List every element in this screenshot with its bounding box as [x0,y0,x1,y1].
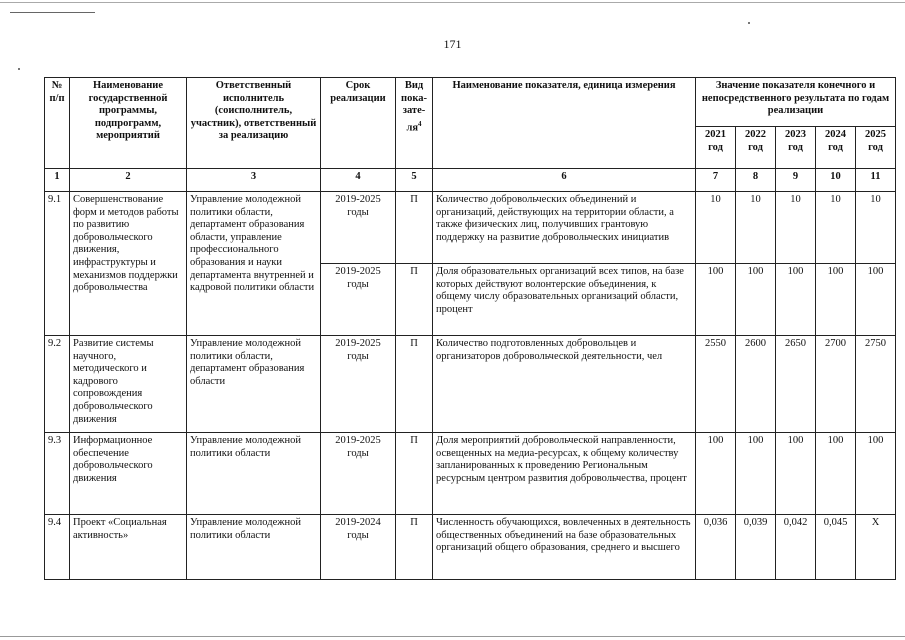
value-2023: 10 [776,192,816,264]
executor: Управление молодежной политики области, департамент образования области, управление профессионального образования и науки департамента внутренней и кадровой политики области [187,192,321,336]
row-number: 9.4 [45,515,70,580]
table-row [45,336,896,433]
value-2021: 10 [696,192,736,264]
header-kind-footnote: 4 [418,119,422,128]
indicator-kind: П [396,515,433,580]
header-year: 2023 год [776,127,816,169]
header-year: 2022 год [736,127,776,169]
row-number: 9.2 [45,336,70,433]
scan-artifact-line [10,12,95,13]
header-num: № п/п [45,78,70,169]
indicator-name: Доля мероприятий добровольческой направленности, освещенных на медиа-ресурсах, к общему количеству запланированных к проведению Региональным ресурсным центром развития добровольчества, процент [433,433,696,515]
table-row [45,515,896,580]
header-year: 2021 год [696,127,736,169]
executor: Управление молодежной политики области, департамент образования области [187,336,321,433]
column-numbers-row [45,169,896,192]
column-number: 10 [816,169,856,192]
scan-artifact-line [0,636,905,637]
value-2023: 100 [776,264,816,336]
row-number: 9.3 [45,433,70,515]
row-number: 9.1 [45,192,70,336]
value-2024: 2700 [816,336,856,433]
value-2025: Х [856,515,896,580]
indicator-name: Доля образовательных организаций всех типов, на базе которых действуют волонтерские объединения, к общему числу образовательных организаций области, процент [433,264,696,336]
activity-name: Проект «Социальная активность» [70,515,187,580]
value-2022: 100 [736,433,776,515]
activity-name: Информационное обеспечение добровольческого движения [70,433,187,515]
activity-name: Развитие системы научного, методического и кадрового сопровождения добровольческого движения [70,336,187,433]
period: 2019-2024 годы [321,515,396,580]
indicator-kind: П [396,264,433,336]
period: 2019-2025 годы [321,264,396,336]
value-2025: 100 [856,264,896,336]
value-2023: 0,042 [776,515,816,580]
column-number: 8 [736,169,776,192]
value-2021: 100 [696,264,736,336]
indicator-name: Количество добровольческих объединений и организаций, действующих на территории области, а также физических лиц, получивших грантовую поддержку на развитие добровольческих инициатив [433,192,696,264]
value-2025: 100 [856,433,896,515]
scan-artifact-dot [748,22,750,24]
column-number: 11 [856,169,896,192]
value-2021: 0,036 [696,515,736,580]
value-2023: 100 [776,433,816,515]
scan-artifact-line [0,2,905,3]
page-number: 171 [443,37,462,51]
table-row [45,433,896,515]
header-row [45,78,896,127]
executor: Управление молодежной политики области [187,433,321,515]
value-2024: 0,045 [816,515,856,580]
period: 2019-2025 годы [321,433,396,515]
column-number: 3 [187,169,321,192]
executor: Управление молодежной политики области [187,515,321,580]
column-number: 9 [776,169,816,192]
header-kind [396,78,433,169]
value-2021: 2550 [696,336,736,433]
value-2021: 100 [696,433,736,515]
header-values-title: Значение показателя конечного и непосредственного результата по годам реализации [696,78,896,127]
indicators-table [44,77,896,580]
column-number: 2 [70,169,187,192]
column-number: 7 [696,169,736,192]
value-2024: 10 [816,192,856,264]
value-2022: 10 [736,192,776,264]
value-2025: 2750 [856,336,896,433]
header-year: 2024 год [816,127,856,169]
column-number: 6 [433,169,696,192]
header-executor: Ответственный исполнитель (соисполнитель, участник), ответственный за реализацию [187,78,321,169]
indicator-kind: П [396,192,433,264]
value-2022: 2600 [736,336,776,433]
header-period: Срок реализации [321,78,396,169]
value-2024: 100 [816,264,856,336]
activity-name: Совершенствование форм и методов работы по развитию добровольческого движения, инфраструктуры и механизмов поддержки добровольчества [70,192,187,336]
header-name: Наименование государственной программы, подпрограмм, мероприятий [70,78,187,169]
header-kind-label: Вид пока-зате-ля [401,80,427,134]
period: 2019-2025 годы [321,192,396,264]
column-number: 4 [321,169,396,192]
scan-artifact-dot [18,68,20,70]
indicator-kind: П [396,433,433,515]
period: 2019-2025 годы [321,336,396,433]
value-2025: 10 [856,192,896,264]
column-number: 1 [45,169,70,192]
header-indicator: Наименование показателя, единица измерения [433,78,696,169]
indicator-name: Количество подготовленных добровольцев и организаторов добровольческой деятельности, чел [433,336,696,433]
value-2024: 100 [816,433,856,515]
value-2022: 100 [736,264,776,336]
value-2023: 2650 [776,336,816,433]
indicator-name: Численность обучающихся, вовлеченных в деятельность общественных объединений на базе образовательных организаций общего образования, среднего и высшего [433,515,696,580]
indicator-kind: П [396,336,433,433]
table-row [45,192,896,264]
value-2022: 0,039 [736,515,776,580]
column-number: 5 [396,169,433,192]
header-year: 2025 год [856,127,896,169]
